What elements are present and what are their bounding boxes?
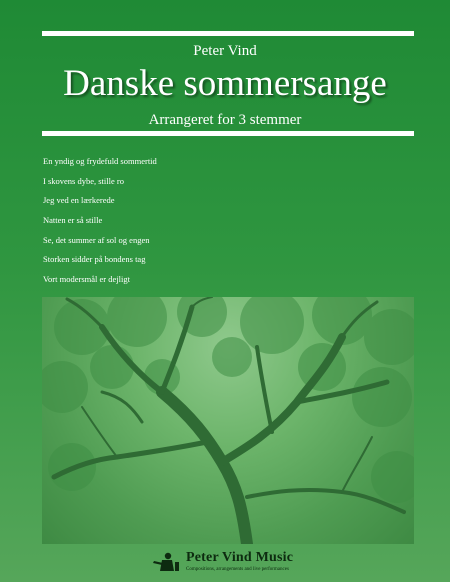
song-item: I skovens dybe, stille ro [43, 175, 124, 186]
bottom-divider [42, 131, 414, 136]
footer [152, 550, 312, 578]
song-item: Vort modersmål er dejligt [43, 274, 130, 285]
page-title: Danske sommersange [63, 63, 387, 104]
song-item: Jeg ved en lærkerede [43, 195, 115, 206]
song-item: Se, det summer af sol og engen [43, 234, 150, 245]
brand-name: Peter Vind Music [186, 550, 294, 565]
subtitle: Arrangeret for 3 stemmer [148, 112, 302, 128]
song-item: En yndig og frydefuld sommertid [43, 156, 157, 166]
song-list [43, 156, 157, 294]
song-item: Natten er så stille [43, 215, 103, 226]
top-divider [42, 31, 414, 36]
author-name: Peter Vind [193, 43, 257, 59]
tree-photo [42, 297, 414, 544]
tree-illustration [42, 297, 414, 544]
brand-tagline: Compositions, arrangements and live performances [186, 567, 289, 572]
song-item: Storken sidder på bondens tag [43, 254, 146, 265]
musician-silhouette-icon [152, 552, 180, 572]
